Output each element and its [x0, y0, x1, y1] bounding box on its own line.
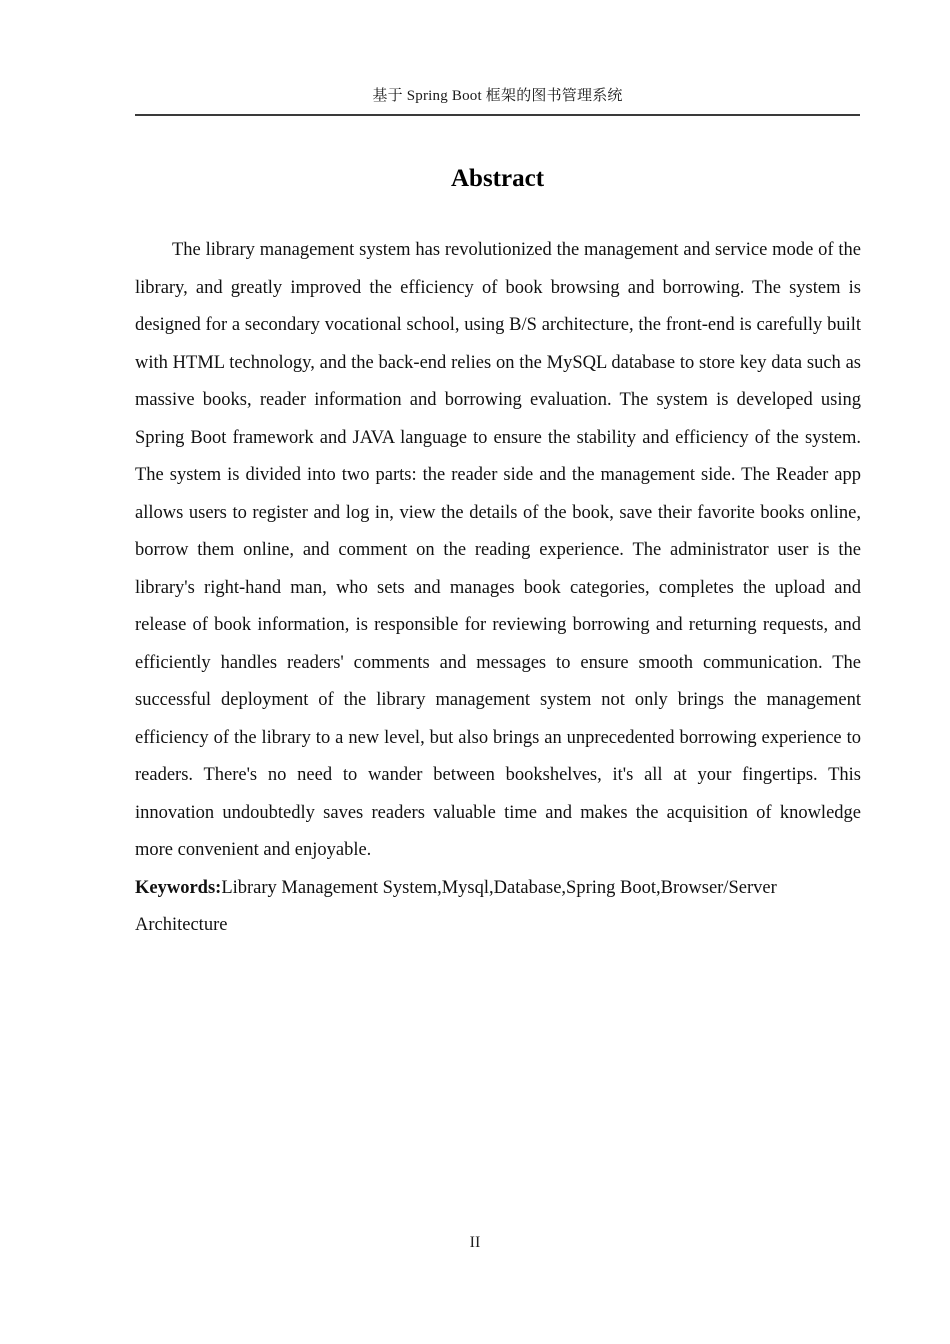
document-content [135, 232, 861, 945]
page-number: II [469, 1234, 481, 1251]
abstract-paragraph: The library management system has revolutionized the management and service mode of the library, and greatly improved the efficiency of book browsing and borrowing. The system is designed for a secondary vocational school, using B/S architecture, the front-end is carefully built with HTML technology, and the back-end relies on the MySQL database to store key data such as massive books, reader information and borrowing evaluation. The system is developed using Spring Boot framework and JAVA language to ensure the stability and efficiency of the system. The system is divided into two parts: the reader side and the management side. The Reader app allows users to register and log in, view the details of the book, save their favorite books online, borrow them online, and comment on the reading experience. The administrator user is the library's right-hand man, who sets and manages book categories, completes the upload and release of book information, is responsible for reviewing borrowing and returning requests, and efficiently handles readers' comments and messages to ensure smooth communication. The successful deployment of the library management system not only brings the management efficiency of the library to a new level, but also brings an unprecedented borrowing experience to readers. There's no need to wander between bookshelves, it's all at your fingertips. This innovation undoubtedly saves readers valuable time and makes the acquisition of knowledge more convenient and enjoyable. [135, 240, 861, 860]
header-running-title: 基于 Spring Boot 框架的图书管理系统 [372, 88, 623, 104]
page-title: Abstract [450, 164, 545, 192]
page-header [135, 86, 860, 116]
keywords-line [135, 870, 861, 945]
header-divider [135, 114, 860, 116]
keywords-value: Library Management System,Mysql,Database,Spring Boot,Browser/Server Architecture [135, 877, 777, 935]
keywords-label: Keywords: [135, 877, 222, 898]
